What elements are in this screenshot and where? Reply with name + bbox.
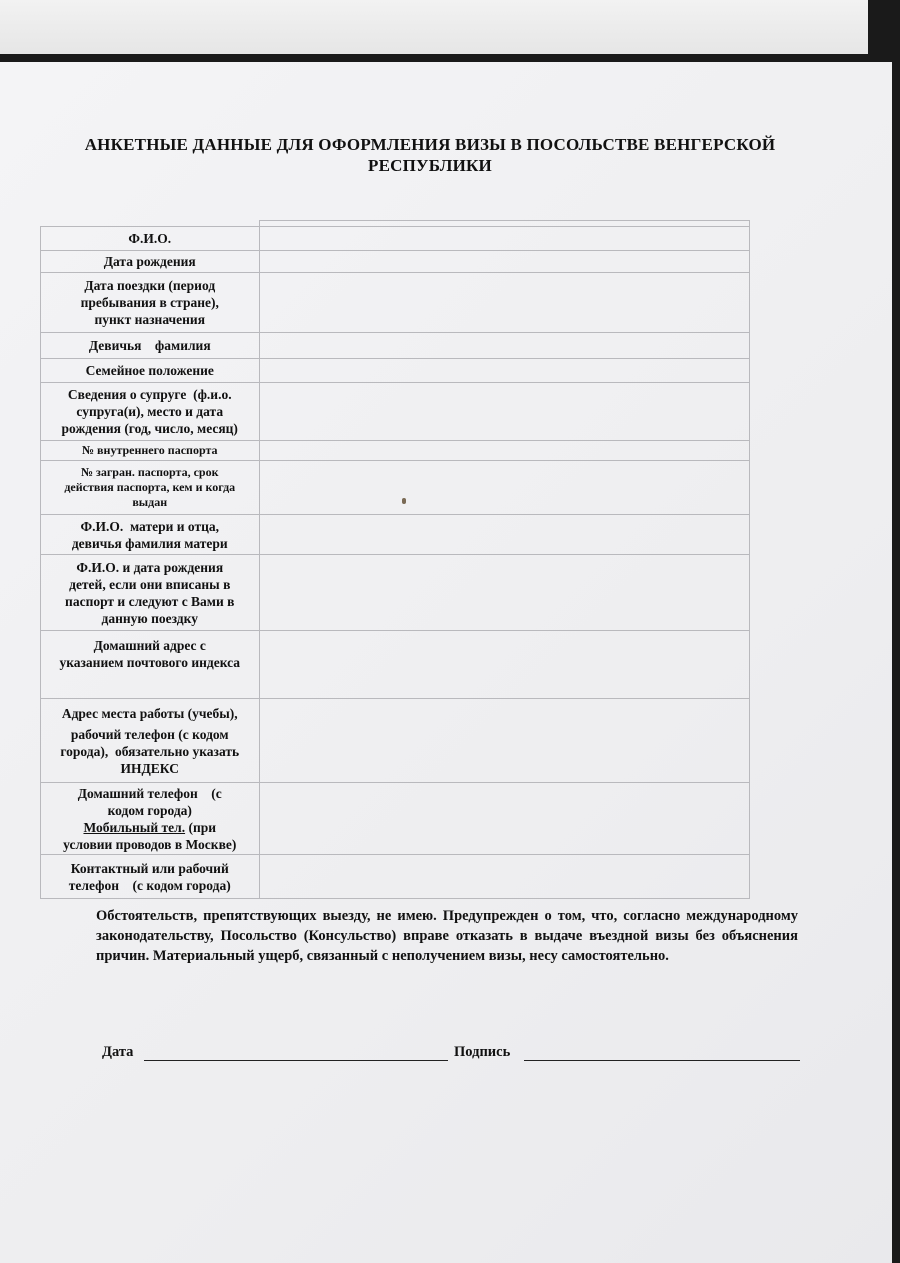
field-internal-passport[interactable] (259, 441, 750, 461)
signature-line[interactable] (524, 1060, 800, 1061)
label-maiden-name: Девичья фамилия (41, 333, 260, 359)
ink-speck (402, 498, 406, 504)
label-spouse: Сведения о супруге (ф.и.о. супруга(и), место и дата рождения (год, число, месяц) (41, 383, 260, 441)
field-birth-date[interactable] (259, 251, 750, 273)
field-foreign-passport[interactable] (259, 461, 750, 515)
label-children: Ф.И.О. и дата рождения детей, если они вписаны в паспорт и следуют с Вами в данную поездку (41, 555, 260, 631)
questionnaire-table (40, 220, 750, 899)
field-home-address[interactable] (259, 631, 750, 699)
label-home-address: Домашний адрес с указанием почтового индекса (41, 631, 260, 699)
label-trip: Дата поездки (период пребывания в стране), пункт назначения (41, 273, 260, 333)
field-parents[interactable] (259, 515, 750, 555)
signature-row (102, 1042, 802, 1066)
field-work-address[interactable] (259, 699, 750, 783)
date-label: Дата (102, 1044, 134, 1060)
form-title (40, 134, 820, 176)
field-marital-status[interactable] (259, 359, 750, 383)
field-trip[interactable] (259, 273, 750, 333)
label-marital-status: Семейное положение (41, 359, 260, 383)
label-birth-date: Дата рождения (41, 251, 260, 273)
label-foreign-passport: № загран. паспорта, срок действия паспорта, кем и когда выдан (41, 461, 260, 515)
label-home-mobile-phone: Домашний телефон (с кодом города) Мобильный тел. (при условии проводов в Москве) (41, 783, 260, 855)
date-line[interactable] (144, 1060, 448, 1061)
field-children[interactable] (259, 555, 750, 631)
signature-label: Подпись (454, 1044, 511, 1060)
field-maiden-name[interactable] (259, 333, 750, 359)
mobile-phone-label: Мобильный тел. (83, 819, 186, 835)
label-work-address: Адрес места работы (учебы), рабочий телефон (с кодом города), обязательно указать ИНДЕКС (41, 699, 260, 783)
field-fio[interactable] (259, 227, 750, 251)
label-internal-passport: № внутреннего паспорта (41, 441, 260, 461)
field-spouse[interactable] (259, 383, 750, 441)
previous-page-edge (0, 0, 868, 54)
label-parents: Ф.И.О. матери и отца, девичья фамилия матери (41, 515, 260, 555)
field-contact-phone[interactable] (259, 855, 750, 899)
label-fio: Ф.И.О. (41, 227, 260, 251)
form-page (0, 62, 892, 1263)
title-line-2: РЕСПУБЛИКИ (368, 156, 492, 175)
label-contact-phone: Контактный или рабочий телефон (с кодом города) (41, 855, 260, 899)
title-line-1: АНКЕТНЫЕ ДАННЫЕ ДЛЯ ОФОРМЛЕНИЯ ВИЗЫ В ПОСОЛЬСТВЕ ВЕНГЕРСКОЙ (84, 135, 776, 154)
declaration-text: Обстоятельств, препятствующих выезду, не имею. Предупрежден о том, что, согласно международному законодательству, Посольство (Консульство) вправе отказать в выдаче въездной визы без объяснения причин. Материальный ущерб, связанный с неполучением визы, несу самостоятельно. (96, 908, 798, 964)
field-home-mobile-phone[interactable] (259, 783, 750, 855)
